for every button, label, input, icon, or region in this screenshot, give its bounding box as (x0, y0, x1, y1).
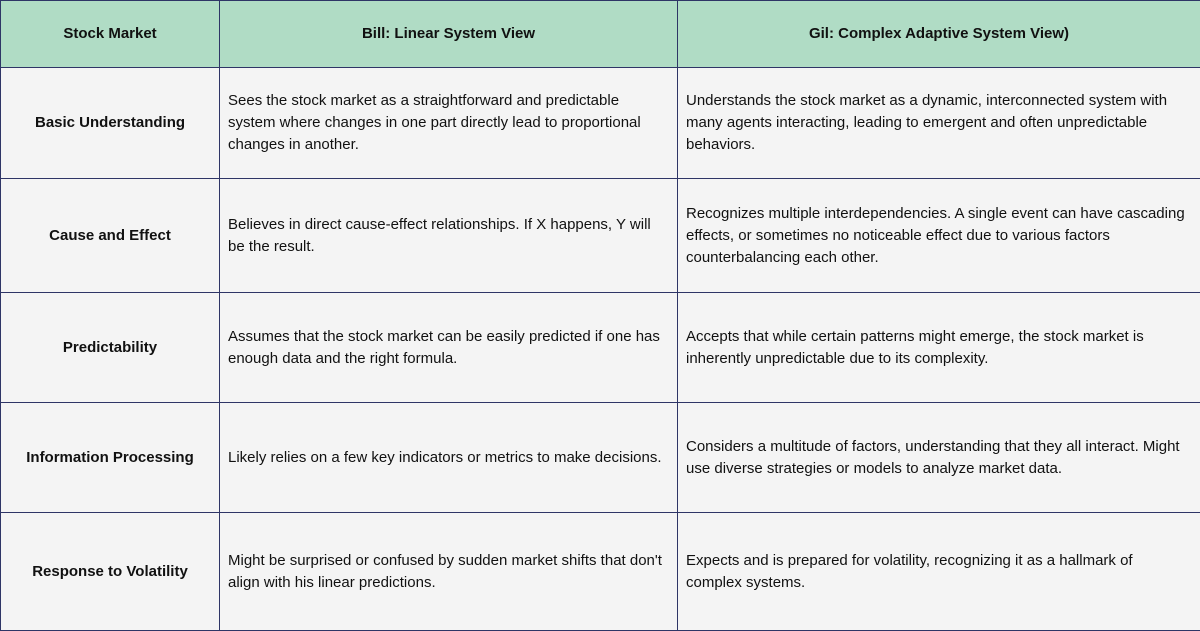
row-label: Cause and Effect (1, 179, 220, 293)
gil-cell: Accepts that while certain patterns might emerge, the stock market is inherently unpredictable due to its complexity. (678, 293, 1200, 403)
gil-cell: Expects and is prepared for volatility, recognizing it as a hallmark of complex systems. (678, 513, 1200, 631)
header-gil: Gil: Complex Adaptive System View) (678, 1, 1200, 68)
bill-cell: Believes in direct cause-effect relationships. If X happens, Y will be the result. (220, 179, 678, 293)
header-row (1, 1, 1200, 68)
header-bill: Bill: Linear System View (220, 1, 678, 68)
row-label: Predictability (1, 293, 220, 403)
row-label: Basic Understanding (1, 68, 220, 179)
table-row (1, 293, 1200, 403)
table-row (1, 513, 1200, 631)
bill-cell: Might be surprised or confused by sudden market shifts that don't align with his linear predictions. (220, 513, 678, 631)
table-row (1, 403, 1200, 513)
bill-cell: Likely relies on a few key indicators or metrics to make decisions. (220, 403, 678, 513)
table-row (1, 179, 1200, 293)
gil-cell: Recognizes multiple interdependencies. A single event can have cascading effects, or sometimes no noticeable effect due to various factors counterbalancing each other. (678, 179, 1200, 293)
bill-cell: Sees the stock market as a straightforward and predictable system where changes in one part directly lead to proportional changes in another. (220, 68, 678, 179)
row-label: Response to Volatility (1, 513, 220, 631)
header-stock-market: Stock Market (1, 1, 220, 68)
gil-cell: Considers a multitude of factors, understanding that they all interact. Might use diverse strategies or models to analyze market data. (678, 403, 1200, 513)
gil-cell: Understands the stock market as a dynamic, interconnected system with many agents interacting, leading to emergent and often unpredictable behaviors. (678, 68, 1200, 179)
table-row (1, 68, 1200, 179)
row-label: Information Processing (1, 403, 220, 513)
bill-cell: Assumes that the stock market can be easily predicted if one has enough data and the right formula. (220, 293, 678, 403)
